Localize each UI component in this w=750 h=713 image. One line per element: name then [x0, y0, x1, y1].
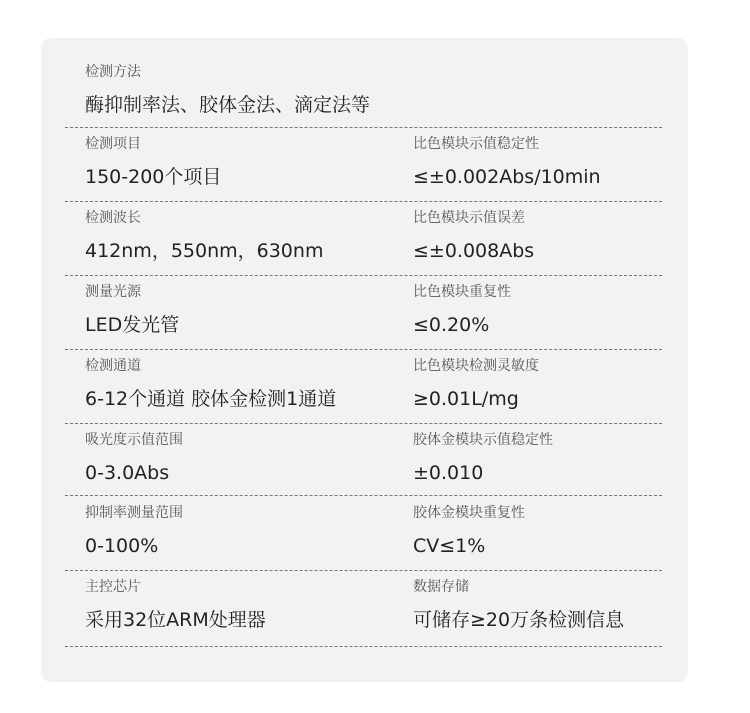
spec-label: 比色模块检测灵敏度 [413, 358, 539, 374]
spec-cell [85, 357, 336, 412]
spec-label: 检测项目 [85, 136, 141, 152]
spec-cell [85, 63, 370, 118]
spec-cell [85, 578, 266, 633]
spec-label: 测量光源 [85, 284, 141, 300]
spec-cell [413, 283, 511, 338]
spec-cell [85, 135, 221, 190]
spec-row [65, 357, 662, 424]
spec-value: ≤±0.002Abs/10min [413, 166, 601, 188]
spec-cell [413, 209, 534, 264]
spec-row [65, 578, 662, 647]
spec-value: CV≤1% [413, 535, 486, 557]
spec-row [65, 504, 662, 571]
spec-value: 0-3.0Abs [85, 462, 170, 484]
spec-label: 比色模块示值误差 [413, 210, 525, 226]
spec-value: ≤±0.008Abs [413, 240, 535, 262]
spec-label: 胶体金模块重复性 [413, 505, 525, 521]
spec-label: 抑制率测量范围 [85, 505, 183, 521]
spec-label: 吸光度示值范围 [85, 432, 183, 448]
spec-cell [413, 431, 553, 486]
spec-row [65, 135, 662, 202]
spec-cell [85, 283, 179, 338]
spec-card [41, 38, 688, 682]
spec-value: 412nm，550nm，630nm [85, 240, 324, 262]
spec-label: 主控芯片 [85, 579, 141, 595]
spec-value: 0-100% [85, 535, 159, 557]
spec-row [65, 283, 662, 350]
spec-label: 检测波长 [85, 210, 141, 226]
spec-label: 比色模块重复性 [413, 284, 511, 300]
spec-cell [85, 504, 183, 559]
spec-cell [413, 504, 525, 559]
spec-value: 150-200个项目 [85, 166, 222, 188]
spec-value: ±0.010 [413, 462, 484, 484]
spec-value: ≤0.20% [413, 314, 490, 336]
spec-cell [85, 431, 183, 486]
spec-value: ≥0.01L/mg [413, 388, 519, 410]
spec-row-method [65, 63, 662, 128]
spec-label: 检测方法 [85, 64, 141, 80]
spec-cell [85, 209, 323, 264]
spec-label: 比色模块示值稳定性 [413, 136, 539, 152]
spec-label: 数据存储 [413, 579, 469, 595]
spec-label: 检测通道 [85, 358, 141, 374]
spec-cell [413, 578, 624, 633]
spec-label: 胶体金模块示值稳定性 [413, 432, 553, 448]
spec-row [65, 431, 662, 496]
spec-value: 采用32位ARM处理器 [85, 609, 266, 631]
spec-cell [413, 357, 539, 412]
spec-value: 酶抑制率法、胶体金法、滴定法等 [85, 94, 371, 116]
spec-value: 6-12个通道 胶体金检测1通道 [85, 388, 337, 410]
spec-row [65, 209, 662, 276]
spec-value: LED发光管 [85, 314, 180, 336]
spec-value: 可储存≥20万条检测信息 [413, 609, 625, 631]
spec-cell [413, 135, 601, 190]
